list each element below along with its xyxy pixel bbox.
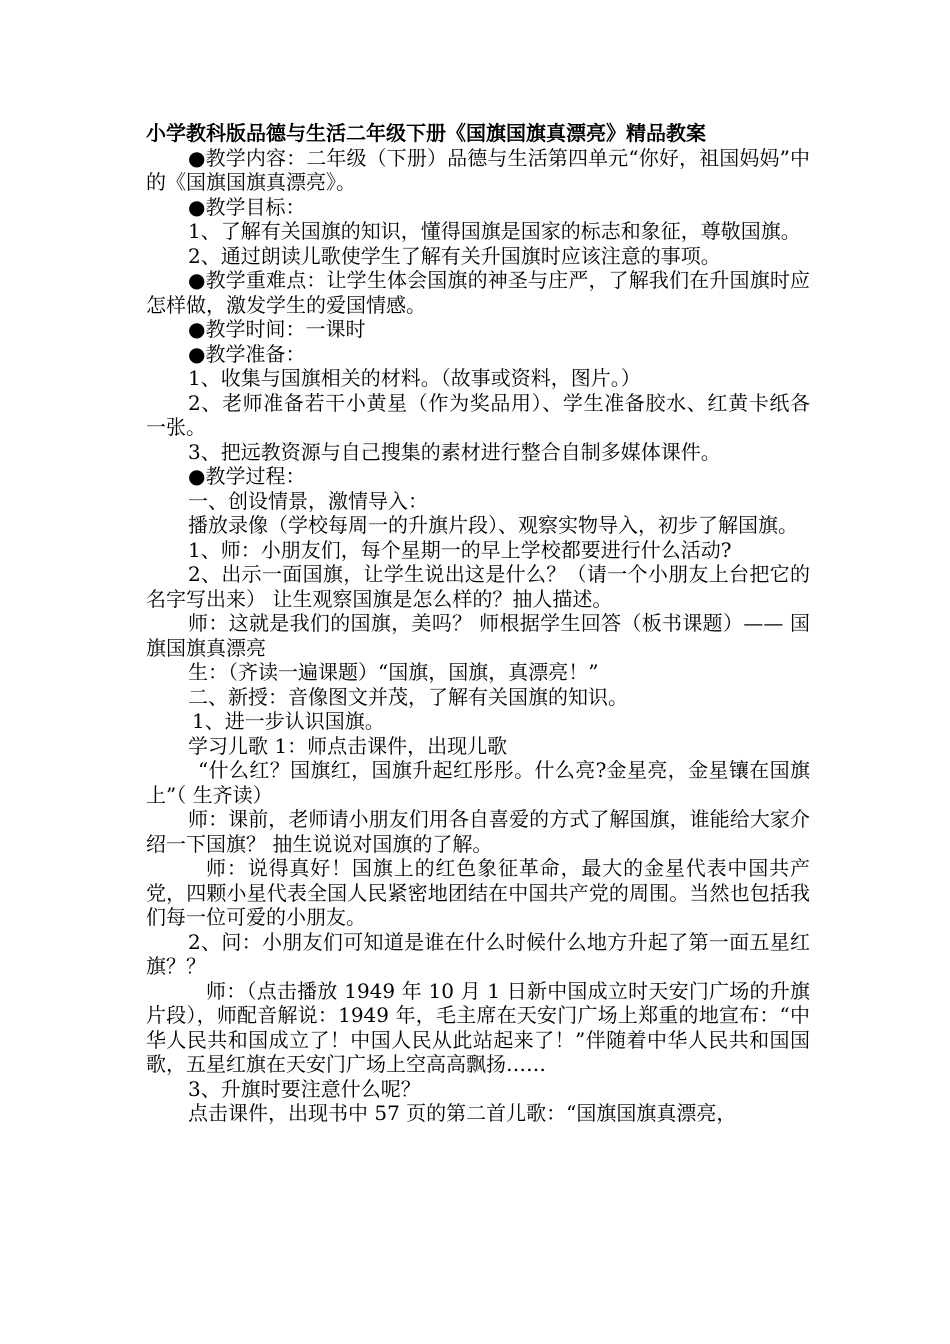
paragraph-key-points: ●教学重难点：让学生体会国旗的神圣与庄严，了解我们在升国旗时应怎样做，激发学生的爱国情感。 <box>146 268 810 317</box>
paragraph-step-2: 2、出示一面国旗，让学生说出这是什么？（请一个小朋友上台把它的名字写出来） 让生观察国旗是怎么样的？抽人描述。 <box>146 562 810 611</box>
document-title: 小学教科版品德与生活二年级下册《国旗国旗真漂亮》精品教案 <box>146 121 706 145</box>
paragraph-rhyme-text: “什么红？国旗红，国旗升起红彤彤。什么亮?金星亮，金星镶在国旗上”（ 生齐读） <box>146 758 810 807</box>
paragraph-prep-2: 2、老师准备若干小黄星（作为奖品用）、学生准备胶水、红黄卡纸各一张。 <box>146 390 810 439</box>
paragraph-1949-video: 师：（点击播放 1949 年 10 月 1 日新中国成立时天安门广场的升旗片段），师配音解说：1949 年，毛主席在天安门广场上郑重的地宣布：“中华人民共和国成立了！中国人民从此站起来了！”伴随着中华人民共和国国歌，五星红旗在天安门广场上空高高飘扬…… <box>146 978 810 1076</box>
paragraph-step-1: 1、师：小朋友们，每个星期一的早上学校都要进行什么活动? <box>188 537 732 562</box>
paragraph-prep-3: 3、把远教资源与自己搜集的素材进行整合自制多媒体课件。 <box>188 439 721 464</box>
paragraph-time: ●教学时间：一课时 <box>188 317 366 341</box>
paragraph-section-1: 一、创设情景，激情导入： <box>188 488 428 513</box>
paragraph-second-rhyme: 点击课件，出现书中 57 页的第二首儿歌：“国旗国旗真漂亮， <box>188 1101 737 1125</box>
paragraph-student-reading: 生：（齐读一遍课题）“国旗，国旗，真漂亮！” <box>188 660 599 684</box>
paragraph-flag-meaning: 师：说得真好！国旗上的红色象征革命，最大的金星代表中国共产党，四颗小星代表全国人民紧密地团结在中国共产党的周围。当然也包括我们每一位可爱的小朋友。 <box>146 856 810 929</box>
paragraph-rhyme-1: 学习儿歌 1：师点击课件，出现儿歌 <box>188 733 508 758</box>
paragraph-goal-1: 1、了解有关国旗的知识，懂得国旗是国家的标志和象征，尊敬国旗。 <box>188 219 801 243</box>
paragraph-prep-heading: ●教学准备： <box>188 341 306 366</box>
paragraph-teaching-content: ●教学内容：二年级（下册）品德与生活第四单元“你好，祖国妈妈”中的《国旗国旗真漂亮》。 <box>146 145 810 194</box>
document-body <box>146 121 810 1126</box>
paragraph-know-flag: 1、进一步认识国旗。 <box>192 709 385 733</box>
paragraph-intro-video: 播放录像（学校每周一的升旗片段）、观察实物导入，初步了解国旗。 <box>188 513 798 537</box>
paragraph-flag-raising-notes: 3、升旗时要注意什么呢？ <box>188 1076 421 1101</box>
paragraph-before-class: 师：课前，老师请小朋友们用各自喜爱的方式了解国旗，谁能给大家介绍一下国旗？ 抽生说说对国旗的了解。 <box>146 807 810 856</box>
paragraph-goals-heading: ●教学目标： <box>188 194 306 219</box>
paragraph-goal-2: 2、通过朗读儿歌使学生了解有关升国旗时应该注意的事项。 <box>188 243 721 268</box>
paragraph-teacher-question: 师：这就是我们的国旗，美吗？ 师根据学生回答（板书课题）—— 国旗国旗真漂亮 <box>146 611 810 660</box>
paragraph-first-flag-question: 2、问：小朋友们可知道是谁在什么时候什么地方升起了第一面五星红旗？？ <box>146 929 810 978</box>
paragraph-section-2: 二、新授：音像图文并茂，了解有关国旗的知识。 <box>188 684 628 709</box>
paragraph-process-heading: ●教学过程： <box>188 464 306 488</box>
paragraph-prep-1: 1、收集与国旗相关的材料。（故事或资料，图片。） <box>188 366 641 390</box>
